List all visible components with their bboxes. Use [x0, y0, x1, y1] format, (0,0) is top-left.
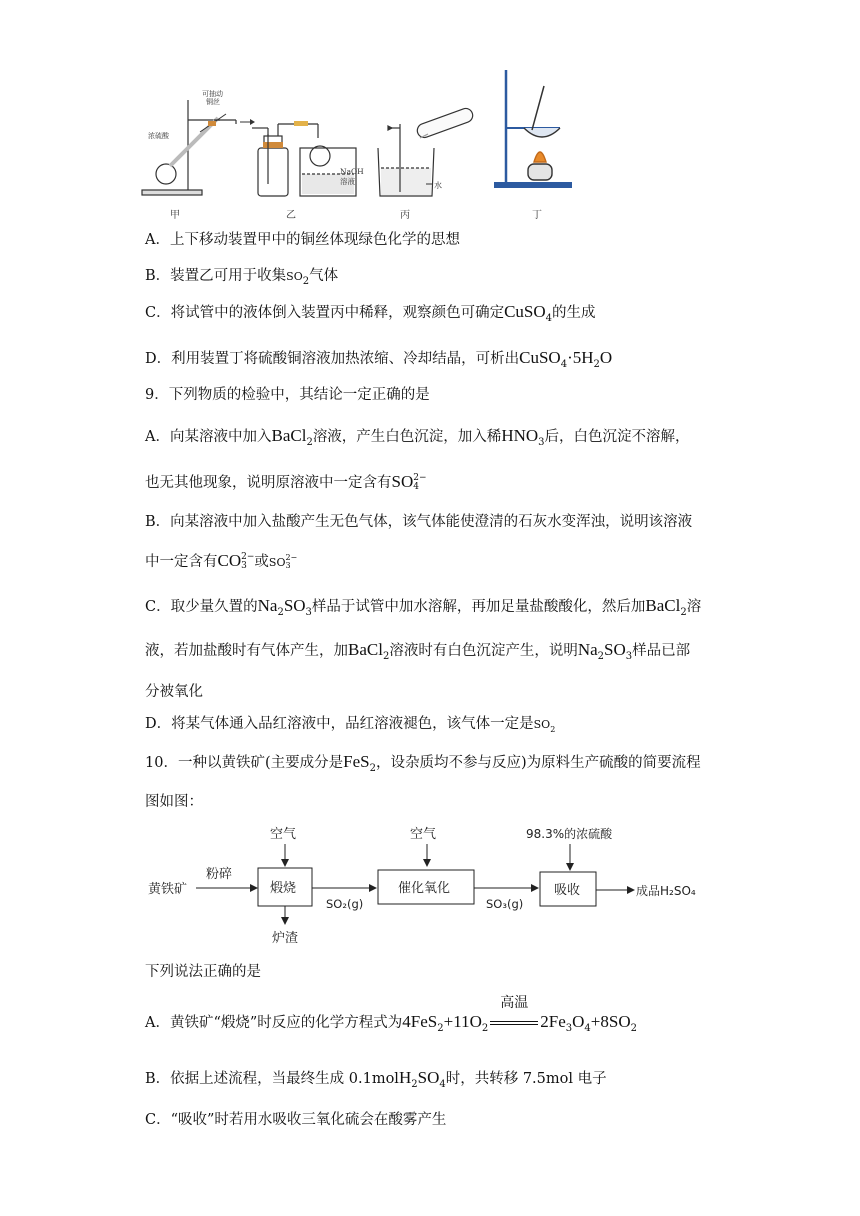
- q9-c2-mid: 溶液时有白色沉淀产生，说明: [389, 643, 578, 659]
- q10-stem1-pre: 10．一种以黄铁矿(主要成分是: [145, 755, 344, 771]
- q9-c2-s2b: 3: [625, 650, 633, 662]
- q10-a-left-sub: 2: [437, 1022, 444, 1034]
- label-bing: 丙: [400, 210, 410, 221]
- q8-option-b: [145, 266, 338, 287]
- q8-d-f1: CuSO: [519, 348, 561, 367]
- q9-option-b-line2: [145, 551, 297, 573]
- q10-stem1-sub: 2: [369, 762, 376, 774]
- q8-c-post: 的生成: [552, 305, 596, 321]
- q8-option-d: [145, 348, 612, 369]
- q9-a2-pre: 也无其他现象，说明原溶液中一定含有: [145, 475, 392, 491]
- flow-slag: 炉渣: [272, 931, 299, 946]
- q8-d-pre: D．利用装置丁将硫酸铜溶液加热浓缩、冷却结晶，可析出: [145, 351, 520, 367]
- q9-b2-f1: CO: [217, 551, 242, 570]
- q9-b2-s1: 3: [241, 561, 247, 571]
- q9-a1-mid: 溶液，产生白色沉淀，加入稀: [312, 429, 502, 445]
- q9-stem: [145, 385, 430, 405]
- q9-option-a-line2: [145, 472, 427, 493]
- label-movable: 可抽动: [202, 90, 223, 98]
- q9-a2-f: SO: [391, 472, 414, 491]
- flow-so3: SO₃(g): [486, 897, 524, 911]
- q8-b-formula: SO: [286, 270, 303, 283]
- q10-a-left: 4FeS: [402, 1012, 438, 1031]
- arrow-head: [250, 119, 255, 125]
- q9-c2-s2: 2: [597, 650, 605, 662]
- q9-a1-pre: A．向某溶液中加入: [145, 429, 272, 445]
- q9-c1-mid: 样品于试管中加水溶解，再加足量盐酸酸化，然后加: [311, 599, 646, 615]
- q9-option-a-line1: [145, 426, 690, 447]
- q9-option-c-line1: [145, 596, 701, 617]
- q9-a2-sup: 2−: [413, 473, 427, 483]
- q10-a-r2-sub: 2: [630, 1022, 637, 1034]
- q10-option-a: [145, 995, 637, 1034]
- q9-c1-f2: BaCl: [645, 596, 681, 615]
- q9-c1-s1: 2: [277, 606, 284, 618]
- q8-c-pre: C．将试管中的液体倒入装置丙中稀释，观察颜色可确定: [145, 305, 505, 321]
- q10-a-plus: +11O: [443, 1012, 482, 1031]
- flow-crush: 粉碎: [206, 867, 233, 882]
- label-acid: 浓硫酸: [148, 132, 169, 140]
- q10-a-r1: 2Fe: [540, 1012, 566, 1031]
- q9-option-b-line1: [145, 512, 692, 532]
- q9-d-sub: 2: [550, 724, 556, 734]
- q8-b-sub: 2: [302, 275, 310, 287]
- q9-b2-mid: 或: [254, 554, 269, 570]
- q9-a1-post: 后，白色沉淀不溶解，: [544, 429, 690, 445]
- q8-d-sub2: 2: [593, 358, 600, 370]
- q10-a-r1-sub1: 3: [565, 1022, 573, 1034]
- q9-d-pre: D．将某气体通入品红溶液中，品红溶液褪色，该气体一定是: [145, 716, 534, 732]
- q10-b-f2: SO: [417, 1068, 440, 1087]
- q10-stem2-text: 图如图：: [145, 794, 203, 810]
- q9-c2-f2: Na: [577, 640, 598, 659]
- q9-a1-s2: 3: [538, 436, 545, 448]
- flow-calcine: 煅烧: [270, 881, 297, 896]
- q9-c2-pre: 液，若加盐酸时有气体产生，加: [145, 643, 348, 659]
- apparatus-figure: [140, 66, 580, 226]
- flow-product: 成品H₂SO₄: [636, 884, 696, 898]
- q10-b-pre: B．依据上述流程，当最终生成 0.1mol: [145, 1071, 399, 1087]
- q10-stem-line2: [145, 792, 203, 812]
- label-ding: 丁: [532, 210, 542, 221]
- q9-option-d: [145, 714, 555, 735]
- q9-c1-f1b: SO: [283, 596, 306, 615]
- q9-b2-p1: 2−: [241, 552, 255, 562]
- q9-a2-sub: 4: [413, 482, 419, 492]
- q10-stem1-f: FeS: [343, 752, 370, 771]
- q9-a1-f2: HNO: [501, 426, 539, 445]
- q8-c-formula: CuSO: [504, 302, 546, 321]
- q10-ask: [145, 962, 261, 982]
- label-naoh-1: NaOH: [340, 167, 364, 176]
- q9-c1-s1b: 3: [305, 606, 312, 618]
- q10-a-plus-sub: 2: [481, 1022, 489, 1034]
- q8-option-a-text: A．上下移动装置甲中的铜丝体现绿色化学的思想: [145, 232, 460, 248]
- flow-air-1: 空气: [270, 827, 297, 842]
- q9-c2-f1: BaCl: [348, 640, 383, 659]
- q9-c2-f2b: SO: [604, 640, 626, 659]
- q8-b-post: 气体: [309, 268, 339, 284]
- flow-so2: SO₂(g): [326, 897, 364, 911]
- q10-ask-text: 下列说法正确的是: [145, 964, 261, 980]
- q10-option-b: [145, 1068, 607, 1089]
- q9-a1-s1: 2: [306, 436, 313, 448]
- label-yi: 乙: [286, 210, 296, 221]
- flow-absorb: 吸收: [554, 883, 581, 898]
- apparatus-bing: [378, 107, 475, 196]
- q9-b2-s2: 3: [285, 561, 291, 570]
- q9-b2-p2: 2−: [285, 553, 298, 562]
- flow-acid: 98.3%的浓硫酸: [526, 827, 613, 841]
- flow-ore: 黄铁矿: [148, 882, 188, 897]
- q9-d-f: SO: [533, 718, 551, 731]
- label-wire: 铜丝: [206, 98, 220, 106]
- q9-c1-s2: 2: [680, 606, 687, 618]
- q10-b-s2: 4: [439, 1078, 446, 1090]
- q10-c-text: C．“吸收”时若用水吸收三氧化硫会在酸雾产生: [145, 1112, 447, 1128]
- q10-a-r2: +8SO: [590, 1012, 631, 1031]
- q9-c1-post: 溶: [686, 599, 702, 615]
- q8-d-f2: ·5H: [567, 348, 594, 367]
- process-flow-diagram: [140, 820, 720, 950]
- q8-c-sub: 4: [545, 312, 553, 324]
- q10-a-cond-text: 高温: [500, 995, 529, 1011]
- q10-b-s1: 2: [411, 1078, 418, 1090]
- q9-c1-pre: C．取少量久置的: [145, 599, 258, 615]
- q9-b2-f2: SO: [268, 556, 286, 569]
- q9-a1-f1: BaCl: [271, 426, 307, 445]
- q10-a-r1-sub2: 4: [584, 1022, 591, 1034]
- q9-c2-post: 样品已部: [632, 643, 691, 659]
- q9-c3-text: 分被氧化: [145, 684, 203, 700]
- q10-b-post: 时，共转移 7.5mol 电子: [445, 1071, 607, 1087]
- q9-b1-text: B．向某溶液中加入盐酸产生无色气体，该气体能使澄清的石灰水变浑浊，说明该溶液: [145, 514, 693, 530]
- q9-c1-f1: Na: [257, 596, 278, 615]
- q10-stem-line1: [145, 752, 701, 773]
- flow-oxidize: 催化氧化: [398, 881, 451, 896]
- label-water: 水: [434, 181, 442, 190]
- q8-b-pre: B．装置乙可用于收集: [145, 268, 287, 284]
- q8-option-c: [145, 302, 596, 323]
- apparatus-ding: [494, 70, 572, 188]
- q9-stem-text: 9．下列物质的检验中，其结论一定正确的是: [145, 387, 430, 403]
- q10-a-pre: A．黄铁矿“煅烧”时反应的化学方程式为: [145, 1015, 403, 1031]
- q9-option-c-line3: [145, 682, 203, 702]
- apparatus-jia: [142, 100, 236, 195]
- q10-a-r1b: O: [572, 1012, 585, 1031]
- q8-option-a: [145, 230, 460, 250]
- q8-d-sub: 4: [560, 358, 568, 370]
- q10-stem1-post: ，设杂质均不参与反应)为原料生产硫酸的简要流程: [375, 755, 701, 771]
- q9-c2-s1: 2: [382, 650, 390, 662]
- q10-a-equals: [490, 1021, 538, 1025]
- q9-b2-pre: 中一定含有: [145, 554, 218, 570]
- q8-d-f3: O: [599, 348, 613, 367]
- q10-b-f: H: [398, 1068, 412, 1087]
- q9-option-c-line2: [145, 640, 690, 661]
- label-jia: 甲: [170, 210, 180, 221]
- flow-air-2: 空气: [410, 827, 437, 842]
- q10-a-condition: [490, 995, 538, 1033]
- label-naoh-2: 溶液: [340, 177, 355, 186]
- q10-option-c: [145, 1110, 446, 1130]
